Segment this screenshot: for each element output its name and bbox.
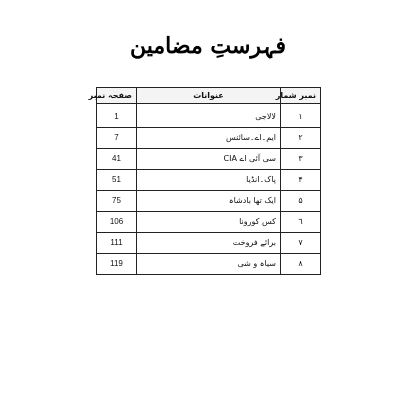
row-title: ایک تھا بادشاہ	[137, 191, 281, 212]
table-row	[97, 104, 321, 128]
row-page: 75	[97, 191, 137, 212]
page-title: فہرستِ مضامین	[130, 33, 286, 59]
row-number: ٧	[281, 233, 321, 254]
row-title: پاک۔انڈیا	[137, 170, 281, 191]
header-page: صفحہ نمبر	[97, 88, 137, 104]
row-number: ۴	[281, 170, 321, 191]
table-of-contents	[88, 87, 321, 275]
row-title: سیاہ و شی	[137, 254, 281, 275]
table-row	[97, 233, 321, 254]
row-page: 7	[97, 128, 137, 149]
row-page: 41	[97, 149, 137, 170]
row-title: ایم۔اے۔سائنس	[137, 128, 281, 149]
row-number: ٣	[281, 149, 321, 170]
header-title: عنوانات	[137, 88, 281, 104]
row-number: ۵	[281, 191, 321, 212]
row-page: 106	[97, 212, 137, 233]
table-row	[97, 170, 321, 191]
header-number: نمبر شمار	[281, 88, 321, 104]
row-title: برائے فروخت	[137, 233, 281, 254]
row-number: ١	[281, 104, 321, 128]
row-page: 119	[97, 254, 137, 275]
row-number: ٢	[281, 128, 321, 149]
header-row	[97, 88, 321, 104]
table-body	[97, 104, 321, 275]
table-row	[97, 212, 321, 233]
table-row	[97, 149, 321, 170]
row-number: ٨	[281, 254, 321, 275]
row-title: کس کورونا	[137, 212, 281, 233]
table-header	[88, 88, 321, 104]
row-title: سی آئی اے CIA	[137, 149, 281, 170]
table-row	[97, 191, 321, 212]
table-row	[97, 254, 321, 275]
table-row	[97, 128, 321, 149]
row-page: 111	[97, 233, 137, 254]
row-page: 1	[97, 104, 137, 128]
row-number: ٦	[281, 212, 321, 233]
row-title: لالاجی	[137, 104, 281, 128]
row-page: 51	[97, 170, 137, 191]
